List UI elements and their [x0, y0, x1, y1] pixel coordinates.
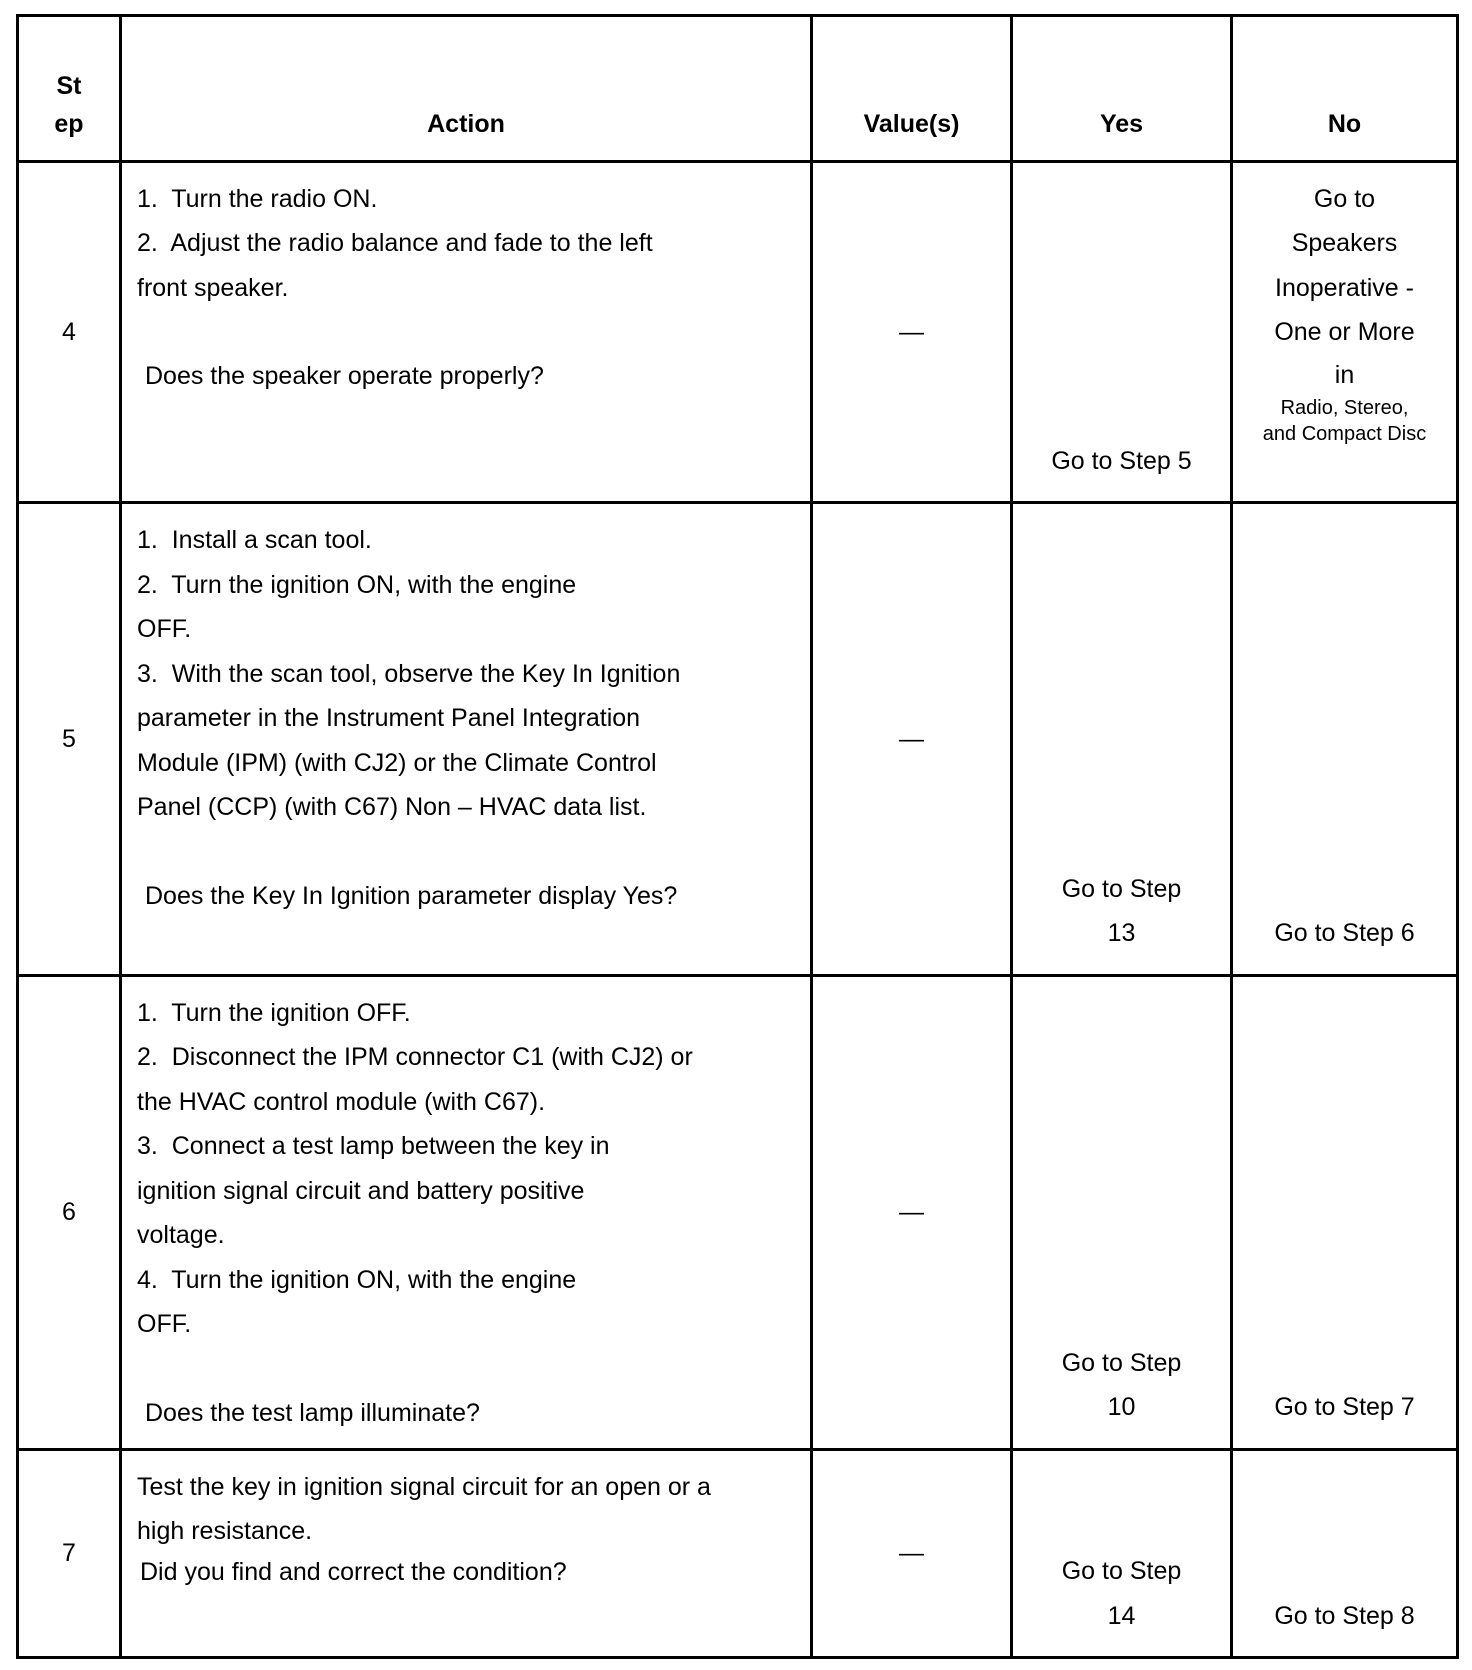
- table-row: [18, 1449, 1458, 1657]
- step-number: 6: [18, 975, 121, 1449]
- step-number: 7: [18, 1449, 121, 1657]
- yes-link[interactable]: [1012, 975, 1232, 1449]
- table-row: [18, 503, 1458, 975]
- yes-link[interactable]: [1012, 503, 1232, 975]
- action-text: Test the key in ignition signal circuit for an open or a high resistance.: [137, 1472, 718, 1546]
- action-item: 4. Turn the ignition ON, with the engine OFF.: [137, 1265, 584, 1339]
- action-question: Did you find and correct the condition?: [140, 1557, 567, 1586]
- action-cell: [121, 1449, 812, 1657]
- step-number: 4: [18, 161, 121, 503]
- yes-line: Go to Step: [1061, 1348, 1182, 1377]
- no-line-small: Radio, Stereo,: [1280, 396, 1409, 419]
- action-item: 1. Turn the radio ON.: [137, 184, 378, 213]
- table-row: [18, 975, 1458, 1449]
- yes-link[interactable]: Go to Step 5: [1012, 161, 1232, 503]
- value-cell: —: [812, 1449, 1012, 1657]
- action-cell: [121, 975, 812, 1449]
- header-yes: Yes: [1012, 16, 1232, 162]
- no-link[interactable]: Go to Step 6: [1232, 503, 1458, 975]
- action-item: 3. Connect a test lamp between the key in ignition signal circuit and battery positive voltage.: [137, 1132, 617, 1250]
- action-item: 3. With the scan tool, observe the Key In Ignition parameter in the Instrument Panel Integration Module (IPM) (with CJ2) or the Climate Control Panel (CCP) (with C67) Non – HVAC data list.: [137, 659, 688, 822]
- no-link[interactable]: [1232, 161, 1458, 503]
- no-line: in: [1334, 360, 1355, 389]
- no-line: Go to: [1313, 184, 1376, 213]
- header-row: [18, 16, 1458, 162]
- header-no: No: [1232, 16, 1458, 162]
- value-cell: —: [812, 975, 1012, 1449]
- header-step: St ep: [18, 16, 121, 162]
- action-item: 2. Turn the ignition ON, with the engine OFF.: [137, 570, 584, 644]
- header-action: Action: [121, 16, 812, 162]
- action-item: 1. Install a scan tool.: [137, 526, 372, 555]
- action-question: Does the Key In Ignition parameter display Yes?: [145, 881, 678, 910]
- action-cell: [121, 161, 812, 503]
- diagnostic-table: [16, 14, 1459, 1659]
- no-link[interactable]: Go to Step 8: [1232, 1449, 1458, 1657]
- action-item: 2. Adjust the radio balance and fade to the left front speaker.: [137, 229, 660, 302]
- action-item: 1. Turn the ignition OFF.: [137, 998, 411, 1027]
- header-values: Value(s): [812, 16, 1012, 162]
- action-item: 2. Disconnect the IPM connector C1 (with CJ2) or the HVAC control module (with C67).: [137, 1043, 700, 1116]
- yes-line: Go to Step: [1061, 1557, 1182, 1585]
- table-row: [18, 161, 1458, 503]
- step-number: 5: [18, 503, 121, 975]
- yes-line: 10: [1107, 1393, 1136, 1422]
- action-question: Does the speaker operate properly?: [145, 362, 544, 391]
- no-line: Inoperative -: [1275, 273, 1414, 302]
- value-cell: —: [812, 503, 1012, 975]
- yes-line: Go to Step: [1061, 874, 1182, 903]
- no-line: Speakers: [1291, 229, 1398, 258]
- yes-link[interactable]: [1012, 1449, 1232, 1657]
- no-line-small: and Compact Disc: [1262, 422, 1427, 445]
- action-question: Does the test lamp illuminate?: [145, 1398, 480, 1427]
- yes-line: 14: [1107, 1601, 1136, 1630]
- action-cell: [121, 503, 812, 975]
- no-line: One or More: [1274, 318, 1415, 347]
- value-cell: —: [812, 161, 1012, 503]
- no-link[interactable]: Go to Step 7: [1232, 975, 1458, 1449]
- yes-line: 13: [1107, 919, 1136, 948]
